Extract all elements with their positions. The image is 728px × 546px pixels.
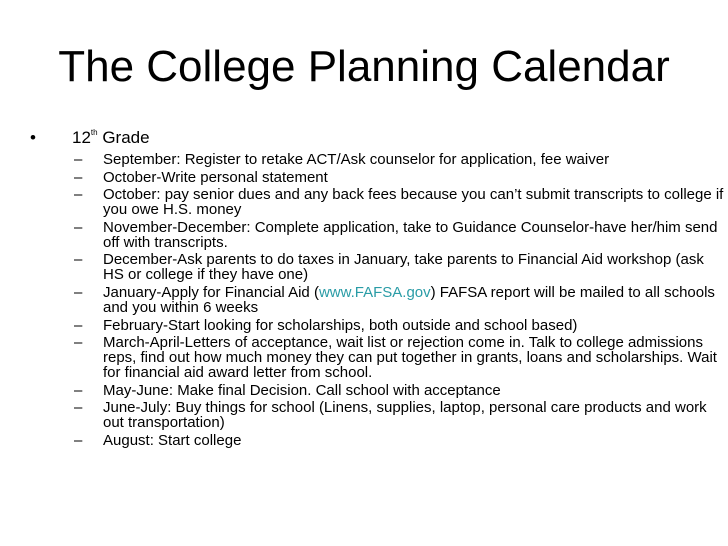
item-text: October-Write personal statement	[103, 168, 328, 186]
item-text	[103, 285, 724, 315]
list-item	[74, 318, 724, 333]
grade-heading	[30, 128, 150, 148]
dash-icon: –	[74, 151, 83, 168]
bullet-icon: •	[30, 128, 36, 147]
item-text-after: ) FAFSA report will be mailed to all schools and you within 6 weeks	[103, 283, 715, 316]
dash-icon: –	[74, 381, 83, 399]
calendar-list	[74, 152, 724, 451]
list-item	[74, 252, 724, 282]
grade-number: 12	[72, 128, 91, 147]
list-item	[74, 400, 724, 430]
item-text: August: Start college	[103, 431, 242, 449]
dash-icon: –	[74, 431, 83, 449]
dash-icon: –	[74, 283, 83, 301]
list-item	[74, 170, 724, 185]
item-text: October: pay senior dues and any back fees because you can’t submit transcripts to college if you owe H.S. money	[103, 186, 724, 219]
grade-suffix: th	[90, 128, 98, 137]
dash-icon: –	[74, 186, 83, 204]
dash-icon: –	[74, 334, 83, 352]
item-text: December-Ask parents to do taxes in January, take parents to Financial Aid workshop (ask HS or college if they have one)	[103, 251, 704, 284]
list-item	[74, 285, 724, 315]
dash-icon: –	[74, 316, 83, 334]
list-item	[74, 433, 724, 448]
list-item	[74, 220, 724, 250]
dash-icon: –	[74, 251, 83, 269]
grade-label: Grade	[97, 128, 150, 147]
item-text: May-June: Make final Decision. Call school with acceptance	[103, 381, 501, 399]
list-item	[74, 335, 724, 380]
item-text-before: January-Apply for Financial Aid (	[103, 283, 319, 301]
dash-icon: –	[74, 399, 83, 417]
list-item	[74, 152, 724, 167]
list-item	[74, 187, 724, 217]
item-text: March-April-Letters of acceptance, wait list or rejection come in. Talk to college admissions reps, find out how much money they can put together in grants, loans and scholarships. Wait for financial aid award letter from school.	[103, 334, 717, 382]
slide-title: The College Planning Calendar	[58, 42, 670, 91]
list-item	[74, 383, 724, 398]
dash-icon: –	[74, 218, 83, 236]
item-text: June-July: Buy things for school (Linens, supplies, laptop, personal care products and work out transportation)	[103, 399, 707, 432]
dash-icon: –	[74, 168, 83, 186]
item-text: November-December: Complete application, take to Guidance Counselor-have her/him send off with transcripts.	[103, 218, 718, 251]
item-text: September: Register to retake ACT/Ask counselor for application, fee waiver	[103, 151, 610, 168]
fafsa-link[interactable]: www.FAFSA.gov	[318, 283, 431, 301]
item-text: February-Start looking for scholarships, both outside and school based)	[103, 316, 578, 334]
